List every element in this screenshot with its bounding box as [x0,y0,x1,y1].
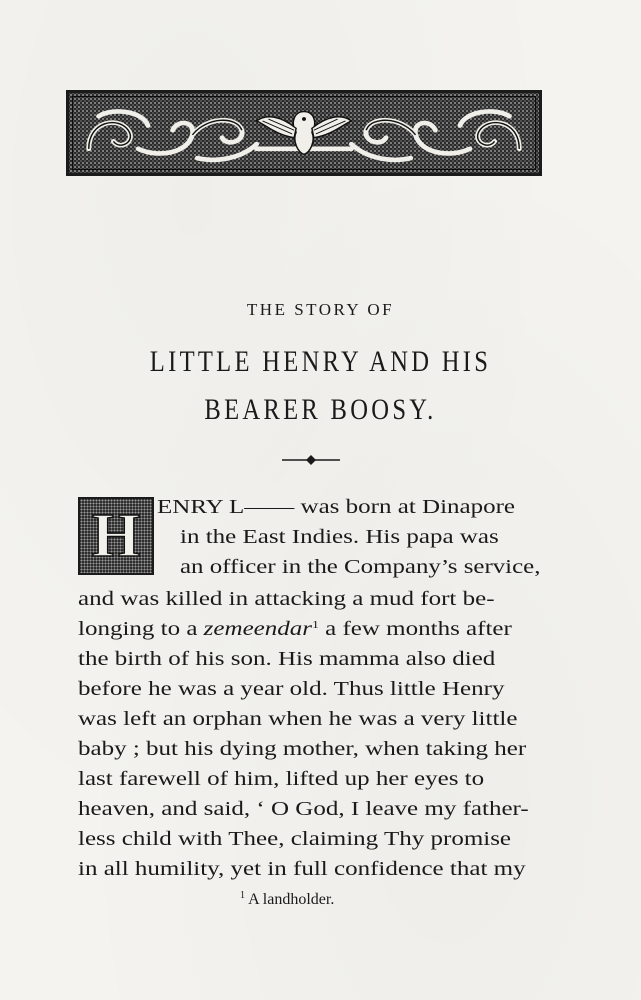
zemeendar-term: zemeendar [203,618,312,640]
body-line-3: an officer in the Company’s service, [180,556,541,578]
story-title-line-1: LITTLE HENRY AND HIS [149,345,492,378]
drop-cap-letter: H [91,502,141,570]
body-line-12: less child with Thee, claiming Thy promise [78,828,512,850]
body-line-6: the birth of his son. His mamma also died [78,648,496,670]
decorative-drop-cap [78,497,154,575]
ornamental-headpiece [66,90,542,176]
body-line-10: last farewell of him, lifted up her eyes to [78,768,485,790]
body-line-11: heaven, and said, ‘ O God, I leave my father- [78,798,529,820]
body-line-8: was left an orphan when he was a very little [78,708,518,730]
footnote-text: A landholder. [245,891,335,908]
story-subtitle: THE STORY OF [246,300,395,319]
footnote [240,890,334,909]
diamond-divider-icon [282,454,340,466]
scrollwork-ornament-icon [69,93,539,173]
story-title-line-2: BEARER BOOSY. [204,393,437,426]
footnote-reference: 1 [311,619,319,631]
body-line-2: in the East Indies. His papa was [180,526,499,548]
body-line-4: and was killed in attacking a mud fort be- [78,588,495,610]
footnote-number: 1 [240,890,245,901]
body-line-5: longing to a zemeendar$^1$ a few months after [78,618,512,640]
body-line-1: ENRY L—— was born at Dinapore [157,496,516,518]
body-line-13: in all humility, yet in full confidence that my [78,858,526,880]
body-line-9: baby ; but his dying mother, when taking her [78,738,527,760]
body-line-7: before he was a year old. Thus little Henry [78,678,505,700]
